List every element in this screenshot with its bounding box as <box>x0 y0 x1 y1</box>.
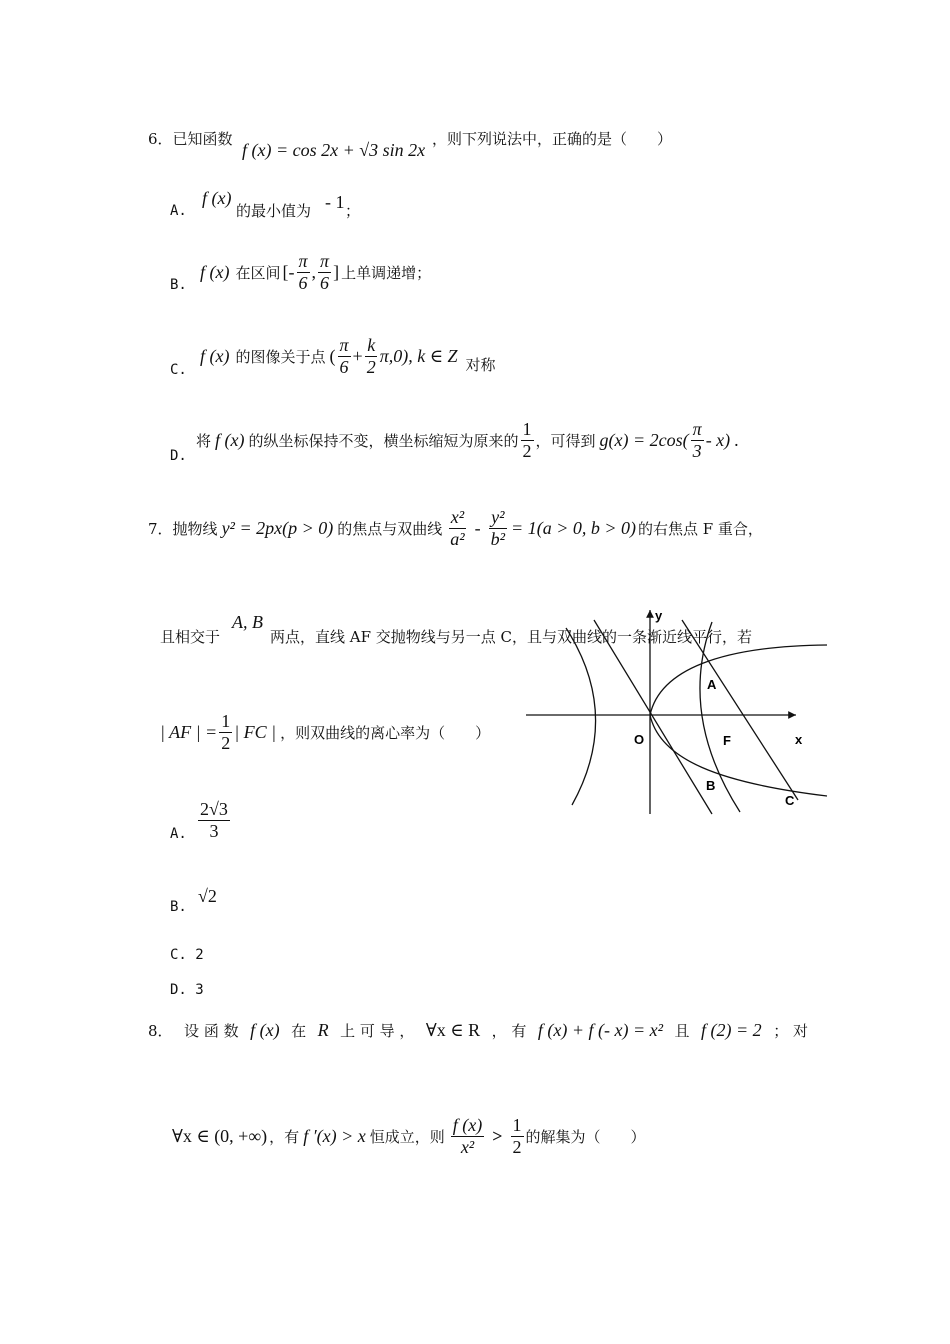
q7-line2-a: 且相交于 <box>160 628 221 646</box>
q6-stem <box>148 128 233 149</box>
q6-c-frac2: $\frac{k}{2}$ <box>366 335 376 377</box>
q6-option-d-line: 将 f (x) 的纵坐标保持不变，横坐标缩短为原来的 $\frac{1}{2}$ ，可得到 g(x) = 2cos( $\frac{\pi}{3}$ - x) . <box>196 419 739 461</box>
q7-option-c-label: C. 2 <box>170 947 204 963</box>
figure-label-y: y <box>655 608 663 623</box>
q8-number: 8． <box>148 1022 173 1040</box>
q8-line1: 8． 设 函 数 f (x) 在 R 上 可 导 ， ∀x ∈ R ， 有 f (x) + f (- x) = x² 且 f (2) = 2 ； 对 <box>148 1020 808 1040</box>
q6-b-frac1: $\frac{\pi}{6}$ <box>298 251 308 293</box>
q6-option-d-label: D. <box>170 448 187 464</box>
figure-label-f: F <box>723 733 731 748</box>
q8-frac: $\frac{f (x)}{\text{x²}}$ <box>452 1115 483 1157</box>
q6-option-a-text: 的最小值为 <box>236 202 312 220</box>
figure-label-x: x <box>795 732 803 747</box>
q6-function: f (x) = cos 2x + √3 sin 2x <box>242 140 426 160</box>
figure-parabola <box>650 645 827 796</box>
q7-option-b-value: √2 <box>198 886 217 906</box>
q8-line2: ∀x ∈ (0, +∞) ，有 f ′(x) > x 恒成立，则 $\frac{f (x)}{\text{x²}}$ > $\frac{1}{2}$ 的解集为（ ） <box>172 1115 646 1157</box>
q7-hyp-frac2: $\frac{\text{y²}}{\text{b²}}$ <box>490 507 506 549</box>
q6-d-half: $\frac{1}{2}$ <box>522 419 532 461</box>
q7-figure <box>520 600 830 820</box>
q6-option-b-label: B. <box>170 277 187 293</box>
q6-intro: 已知函数 <box>172 130 233 148</box>
q6-option-b-line: f (x) 在区间 [- $\frac{\pi}{6}$ , $\frac{\pi}{6}$ ] 上单调递增； <box>200 251 432 293</box>
figure-label-a: A <box>707 677 717 692</box>
q6-d-frac: $\frac{\pi}{3}$ <box>692 419 702 461</box>
q7-line2-b: 两点，直线 AF 交抛物线与另一点 C，且与双曲线的一条渐近线平行，若 <box>270 628 753 646</box>
figure-label-o: O <box>634 732 645 747</box>
q8-half: $\frac{1}{2}$ <box>512 1115 522 1157</box>
q7-parabola: y² = 2px(p > 0) <box>221 517 334 538</box>
figure-label-c: C <box>785 793 795 808</box>
q6-number: 6． <box>148 130 173 148</box>
q6-option-a-end: ； <box>345 202 361 220</box>
q7-line1: 7． 抛物线 y² = 2px(p > 0) 的焦点与双曲线 $\frac{\text{x²}}{\text{a²}}$ - $\frac{\text{y²}}{\text{b²}}$ = 1(a > 0, b > 0) 的右焦点 F 重合， <box>148 507 763 549</box>
q7-AB: A, B <box>232 612 263 632</box>
q6-stem-tail: ，则下列说法中，正确的是（ ） <box>432 130 673 148</box>
q7-hyp-frac1: $\frac{\text{x²}}{\text{a²}}$ <box>450 507 465 549</box>
figure-asymptote <box>594 620 712 814</box>
q7-number: 7． <box>148 519 173 538</box>
q6-c-frac1: $\frac{\pi}{6}$ <box>339 335 349 377</box>
figure-label-b: B <box>706 778 716 793</box>
q7-option-b-label: B. <box>170 899 187 915</box>
q6-option-a-func: f (x) <box>202 188 232 208</box>
figure-hyperbola-left <box>566 628 596 805</box>
q7-option-a-value: $\frac{2√3}{3}$ <box>200 799 228 841</box>
q7-half: $\frac{1}{2}$ <box>221 711 231 753</box>
q6-option-a-value: - 1 <box>325 192 345 212</box>
q7-option-d-label: D. 3 <box>170 982 204 998</box>
q7-option-a-label: A. <box>170 826 187 842</box>
q6-option-c-label: C. <box>170 362 187 378</box>
q6-option-c-line: f (x) 的图像关于点 ( $\frac{\pi}{6}$ + $\frac{k}{2}$ π,0), k ∈ Z 对称 <box>200 335 496 377</box>
q6-option-a-label: A. <box>170 203 187 219</box>
q7-condition: | AF | = $\frac{1}{2}$ | FC | ，则双曲线的离心率为（ ） <box>160 711 491 753</box>
q6-b-frac2: $\frac{\pi}{6}$ <box>320 251 330 293</box>
